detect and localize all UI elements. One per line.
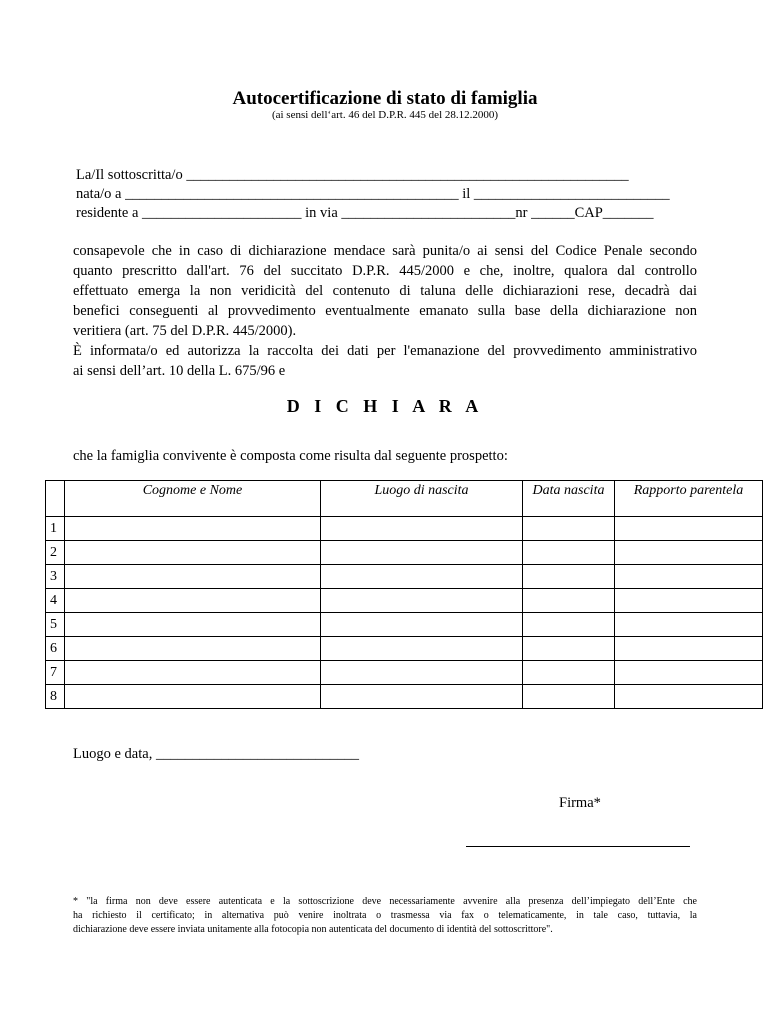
row-number: 3	[46, 565, 65, 589]
declaration-line: benefici conseguenti al provvedimento eventualmente emanato sulla base della dichiarazione non	[73, 303, 697, 319]
birthplace-cell[interactable]	[321, 589, 523, 613]
table-row	[46, 517, 763, 541]
birthdate-cell[interactable]	[523, 613, 615, 637]
header-number	[46, 481, 65, 517]
relationship-cell[interactable]	[615, 613, 763, 637]
footnote-line: dichiarazione deve essere inviata unitamente alla fotocopia non autenticata del documento di identità del sottoscrittore".	[73, 924, 553, 935]
row-number: 4	[46, 589, 65, 613]
footnote-line: ha richiesto il certificato; in alternativa può venire inoltrata o trasmessa via fax o telematicamente, in tale caso, tuttavia, la	[73, 910, 697, 921]
footnote	[73, 895, 697, 937]
birthplace-cell[interactable]	[321, 541, 523, 565]
name-cell[interactable]	[65, 541, 321, 565]
header-relationship: Rapporto parentela	[615, 481, 763, 517]
residence-field-line[interactable]: residente a ______________________ in via ________________________nr ______CAP_______	[76, 205, 654, 221]
name-cell[interactable]	[65, 565, 321, 589]
table-intro: che la famiglia convivente è composta come risulta dal seguente prospetto:	[73, 448, 508, 464]
table-header-row	[46, 481, 763, 517]
declaration-line: È informata/o ed autorizza la raccolta dei dati per l'emanazione del provvedimento amministrativo	[73, 343, 697, 359]
birthdate-cell[interactable]	[523, 637, 615, 661]
row-number: 7	[46, 661, 65, 685]
birthplace-cell[interactable]	[321, 637, 523, 661]
signature-label: Firma*	[559, 795, 601, 811]
document-title: Autocertificazione di stato di famiglia	[232, 88, 538, 109]
signature-line[interactable]	[466, 846, 690, 847]
relationship-cell[interactable]	[615, 685, 763, 709]
declaration-line: effettuato emerga la non veridicità del contenuto di taluna delle dichiarazioni rese, decadrà dai	[73, 283, 697, 299]
header-birthdate: Data nascita	[523, 481, 615, 517]
place-date-field[interactable]: Luogo e data, ____________________________	[73, 746, 359, 762]
relationship-cell[interactable]	[615, 517, 763, 541]
relationship-cell[interactable]	[615, 637, 763, 661]
birthdate-cell[interactable]	[523, 517, 615, 541]
family-table	[45, 480, 763, 709]
birthdate-cell[interactable]	[523, 541, 615, 565]
table-row	[46, 565, 763, 589]
dichiara-heading: D I C H I A R A	[286, 396, 484, 416]
birthplace-cell[interactable]	[321, 517, 523, 541]
relationship-cell[interactable]	[615, 565, 763, 589]
relationship-cell[interactable]	[615, 589, 763, 613]
declaration-line: ai sensi dell’art. 10 della L. 675/96 e	[73, 363, 286, 379]
birthdate-cell[interactable]	[523, 565, 615, 589]
birthplace-cell[interactable]	[321, 661, 523, 685]
birthdate-cell[interactable]	[523, 589, 615, 613]
birth-field-line[interactable]: nata/o a ______________________________________________ il ___________________________	[76, 186, 670, 202]
declaration-paragraph	[73, 241, 697, 381]
name-cell[interactable]	[65, 637, 321, 661]
birthplace-cell[interactable]	[321, 565, 523, 589]
name-cell[interactable]	[65, 685, 321, 709]
row-number: 1	[46, 517, 65, 541]
name-field-line[interactable]: La/Il sottoscritta/o _____________________________________________________________	[76, 167, 629, 183]
table-row	[46, 661, 763, 685]
relationship-cell[interactable]	[615, 541, 763, 565]
declaration-line: quanto prescritto dall'art. 76 del succitato D.P.R. 445/2000 e che, inoltre, qualora dal controllo	[73, 263, 697, 279]
footnote-line: * "la firma non deve essere autenticata e la sottoscrizione deve necessariamente avvenire alla presenza dell’impiegato dell’Ente che	[73, 896, 697, 907]
row-number: 5	[46, 613, 65, 637]
document-subtitle: (ai sensi dell‘art. 46 del D.P.R. 445 del 28.12.2000)	[271, 109, 499, 121]
name-cell[interactable]	[65, 589, 321, 613]
name-cell[interactable]	[65, 661, 321, 685]
row-number: 8	[46, 685, 65, 709]
birthplace-cell[interactable]	[321, 613, 523, 637]
table-row	[46, 637, 763, 661]
relationship-cell[interactable]	[615, 661, 763, 685]
birthplace-cell[interactable]	[321, 685, 523, 709]
birthdate-cell[interactable]	[523, 661, 615, 685]
header-birthplace: Luogo di nascita	[321, 481, 523, 517]
declaration-line: veritiera (art. 75 del D.P.R. 445/2000).	[73, 323, 297, 339]
name-cell[interactable]	[65, 517, 321, 541]
table-row	[46, 613, 763, 637]
row-number: 6	[46, 637, 65, 661]
header-name: Cognome e Nome	[65, 481, 321, 517]
declaration-line: consapevole che in caso di dichiarazione mendace sarà punita/o ai sensi del Codice Penale secondo	[73, 243, 697, 259]
name-cell[interactable]	[65, 613, 321, 637]
birthdate-cell[interactable]	[523, 685, 615, 709]
table-row	[46, 589, 763, 613]
table-row	[46, 685, 763, 709]
row-number: 2	[46, 541, 65, 565]
table-row	[46, 541, 763, 565]
